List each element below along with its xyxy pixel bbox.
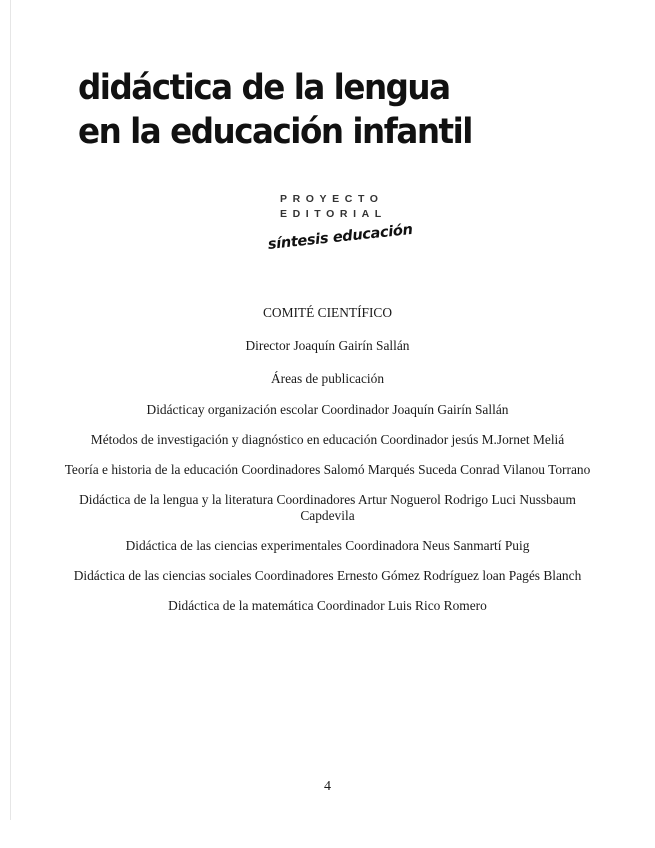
area-item: Didáctica de las ciencias sociales Coordinadores Ernesto Gómez Rodríguez loan Pagés Blanch	[73, 568, 582, 583]
committee-section	[60, 305, 595, 628]
area-item: Métodos de investigación y diagnóstico en educación Coordinador jesús M.Jornet Meliá	[90, 432, 565, 447]
area-item: Didáctica de la lengua y la literatura Coordinadores Artur Noguerol Rodrigo Luci Nussbaum Capdevila	[79, 492, 576, 523]
areas-heading: Áreas de publicación	[270, 371, 385, 386]
publisher-brand: síntesis educación	[267, 221, 414, 253]
publisher-line-2: EDITORIAL	[280, 208, 387, 220]
area-item: Teoría e historia de la educación Coordinadores Salomó Marqués Suceda Conrad Vilanou Torrano	[64, 462, 591, 477]
section-title: COMITÉ CIENTÍFICO	[262, 305, 393, 320]
director-line: Director Joaquín Gairín Sallán	[245, 338, 410, 353]
cover-title-line-1: didáctica de la lengua	[78, 68, 450, 108]
publisher-logo	[280, 192, 420, 222]
publisher-line-1: PROYECTO	[280, 193, 384, 205]
page-number: 4	[324, 779, 331, 794]
page-edge	[10, 0, 11, 820]
area-item: Didácticay organización escolar Coordinador Joaquín Gairín Sallán	[146, 402, 509, 417]
cover-title	[78, 66, 472, 154]
area-item: Didáctica de las ciencias experimentales Coordinadora Neus Sanmartí Puig	[125, 538, 530, 553]
cover-title-line-2: en la educación infantil	[78, 112, 472, 152]
area-item: Didáctica de la matemática Coordinador Luis Rico Romero	[168, 598, 487, 613]
